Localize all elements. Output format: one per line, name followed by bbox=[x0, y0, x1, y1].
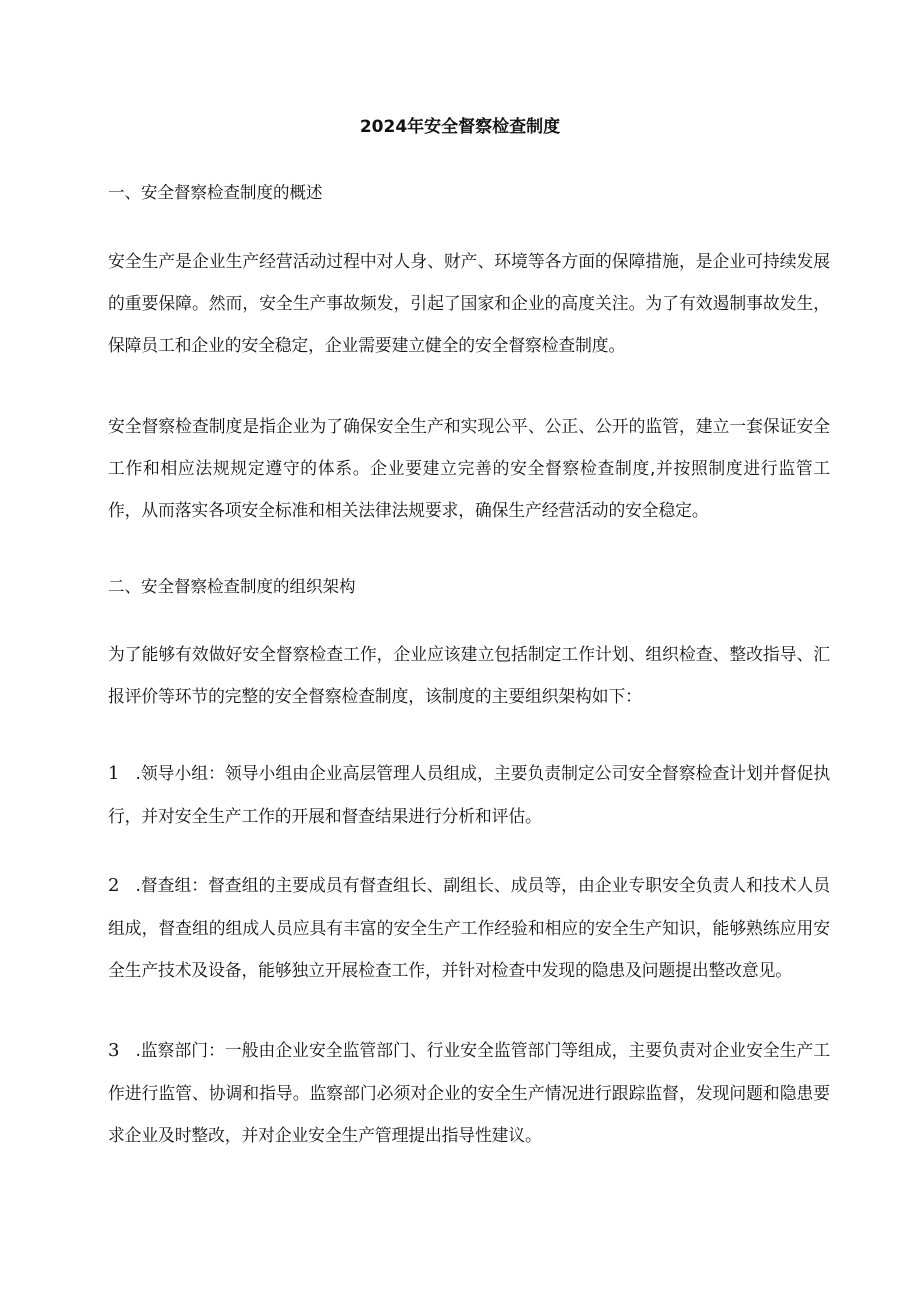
list-item-text: .监察部门：一般由企业安全监管部门、行业安全监管部门等组成，主要负责对企业安全生产工作进行监管、协调和指导。监察部门必须对企业的安全生产情况进行跟踪监督，发现问题和隐患要求企业及时整改，并对企业安全生产管理提出指导性建议。 bbox=[108, 1040, 831, 1145]
paragraph-organization-intro: 为了能够有效做好安全督察检查工作，企业应该建立包括制定工作计划、组织检查、整改指导、汇报评价等环节的完整的安全督察检查制度，该制度的主要组织架构如下： bbox=[108, 644, 830, 706]
list-item-text: .督查组：督查组的主要成员有督查组长、副组长、成员等，由企业专职安全负责人和技术人员组成，督查组的组成人员应具有丰富的安全生产工作经验和相应的安全生产知识，能够熟练应用安全生产技术及设备，能够独立开展检查工作，并针对检查中发现的隐患及问题提出整改意见。 bbox=[108, 875, 831, 980]
list-item-supervision-dept bbox=[108, 1029, 830, 1156]
list-item-inspection-group bbox=[108, 864, 830, 991]
list-item-text: .领导小组：领导小组由企业高层管理人员组成，主要负责制定公司安全督察检查计划并督促执行，并对安全生产工作的开展和督查结果进行分析和评估。 bbox=[108, 763, 831, 826]
list-item-number: 1 bbox=[108, 763, 120, 784]
list-item-leadership-group bbox=[108, 752, 830, 837]
document-title: 2024年安全督察检查制度 bbox=[359, 117, 561, 137]
section-heading-organization: 二、安全督察检查制度的组织架构 bbox=[108, 577, 356, 596]
list-item-number: 3 bbox=[108, 1040, 120, 1061]
paragraph-overview-1: 安全生产是企业生产经营活动过程中对人身、财产、环境等各方面的保障措施，是企业可持续发展的重要保障。然而，安全生产事故频发，引起了国家和企业的高度关注。为了有效遏制事故发生，保障员工和企业的安全稳定，企业需要建立健全的安全督察检查制度。 bbox=[108, 251, 830, 355]
list-item-number: 2 bbox=[108, 875, 120, 896]
section-heading-overview: 一、安全督察检查制度的概述 bbox=[108, 183, 323, 202]
paragraph-overview-2: 安全督察检查制度是指企业为了确保安全生产和实现公平、公正、公开的监管，建立一套保证安全工作和相应法规规定遵守的体系。企业要建立完善的安全督察检查制度,并按照制度进行监管工作，从而落实各项安全标准和相关法律法规要求，确保生产经营活动的安全稳定。 bbox=[108, 416, 830, 520]
